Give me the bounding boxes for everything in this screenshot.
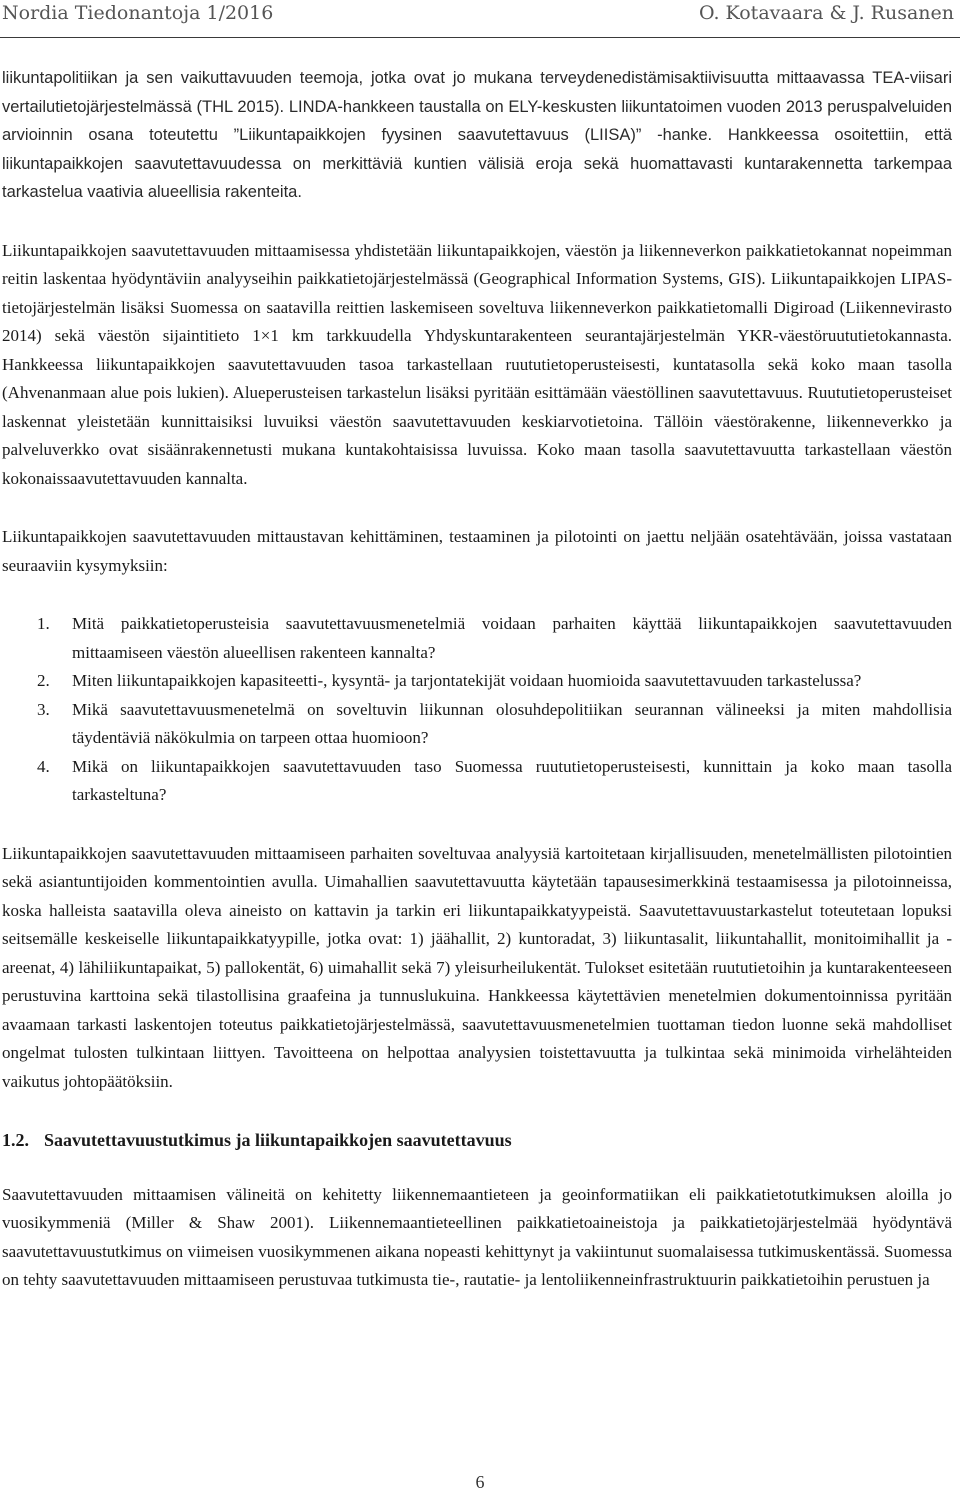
page-number: 6 [475, 1472, 485, 1492]
paragraph-subtasks: Liikuntapaikkojen saavutettavuuden mittaustavan kehittäminen, testaaminen ja pilotointi on jaettu neljään osatehtävään, joissa vastataan seuraaviin kysymyksiin: [2, 527, 952, 575]
journal-name: Nordia Tiedonantoja 1/2016 [2, 2, 274, 24]
list-item [2, 667, 952, 696]
document-body [2, 64, 952, 1295]
list-item-text: Mitä paikkatietoperusteisia saavutettavuusmenetelmiä voidaan parhaiten käyttää liikuntapaikkojen saavutettavuuden mittaamiseen väestön alueellisen rakenteen kannalta? [72, 614, 952, 662]
paragraph-measurement: Liikuntapaikkojen saavutettavuuden mittaamisessa yhdistetään liikuntapaikkojen, väestön ja liikenneverkon paikkatietokannat nopeimman reitin laskentaa hyödyntäviin analyyseihin paikkatietojärjestelmässä (Geographical Information Systems, GIS). Liikuntapaikkojen LIPAS-tietojärjestelmän lisäksi Suomessa on saatavilla reittien laskemiseen soveltuva liikenneverkon paikkatietomalli Digiroad (Liikennevirasto 2014) sekä väestön sijaintitieto 1×1 km tarkkuudella Yhdyskuntarakenteen seurantajärjestelmän YKR-väestöruututietokannasta. Hankkeessa liikuntapaikkojen saavutettavuuden tasoa tarkastellaan ruututietoperusteisesti, kuntatasolla sekä koko maan tasolla (Ahvenanmaan alue pois lukien). Alueperusteisen tarkastelun lisäksi pyritään esittämään väestöllinen saavutettavuus. Ruututietoperusteiset laskennat yleistetään kunnittaisiksi luvuiksi väestön saavutettavuuden keskiarvotietoina. Tällöin väestörakenne, liikenneverkko ja palveluverkko ovat sisäänrakennetusti mukana kuntakohtaisissa luvuissa. Koko maan tasolla saavutettavuutta tarkastellaan väestön kokonaissaavutettavuuden kannalta. [2, 240, 952, 488]
paragraph-methods: Liikuntapaikkojen saavutettavuuden mittaamiseen parhaiten soveltuvaa analyysiä kartoitetaan kirjallisuuden, menetelmällisten pilotointien sekä asiantuntijoiden kommentointien avulla. Uimahallien saavutettavuutta käytetään tapausesimerkkinä testaamisessa ja pilotoinneissa, koska halleista saatavilla oleva aineisto on kattavin ja tarkin eri liikuntapaikkatyypeistä. Saavutettavuustarkastelut toteutetaan lopuksi seitsemälle keskeiselle liikuntapaikkatyypille, jotka ovat: 1) jäähallit, 2) kuntoradat, 3) liikuntasalit, liikuntahallit, monitoimihallit ja -areenat, 4) lähiliikuntapaikat, 5) pallokentät, 6) uimahallit sekä 7) yleisurheilukentät. Tulokset esitetään ruututietoihin ja kuntarakenteeseen perustuvina karttoina sekä tilastollisina graafeina ja tunnuslukuina. Hankkeessa käytettävien menetelmien dokumentoinnissa pyritään avaamaan tarkasti laskentojen toteutus paikkatietojärjestelmässä, saavutettavuusmenetelmien tuottaman tiedon luonne sekä mahdolliset ongelmat tulosten tulkintaan liittyen. Tavoitteena on helpottaa analyysien toistettavuutta ja tulkintaa sekä minimoida virhelähteiden vaikutus johtopäätöksiin. [2, 843, 952, 1091]
authors: O. Kotavaara & J. Rusanen [699, 2, 954, 24]
list-item-text: Mikä on liikuntapaikkojen saavutettavuuden taso Suomessa ruututietoperusteisesti, kunnittain ja koko maan tasolla tarkasteltuna? [72, 756, 952, 804]
question-list [2, 610, 952, 810]
list-item [2, 610, 952, 667]
section-heading [2, 1126, 952, 1155]
section-number: 1.2. [2, 1130, 29, 1150]
list-item [2, 696, 952, 753]
list-item [2, 753, 952, 810]
list-item-number: 3. [37, 699, 50, 719]
list-item-number: 1. [37, 614, 50, 633]
section-title: Saavutettavuustutkimus ja liikuntapaikkojen saavutettavuus [44, 1130, 512, 1150]
page-header [0, 0, 960, 40]
list-item-number: 2. [37, 671, 50, 690]
paragraph-intro: liikuntapolitiikan ja sen vaikuttavuuden teemoja, jotka ovat jo mukana terveydenedistämisaktiivisuutta mittaavassa TEA-viisari vertailutietojärjestelmässä (THL 2015). LINDA-hankkeen taustalla on ELY-keskusten liikuntatoimen vuoden 2013 peruspalveluiden arvioinnin osana toteutettu ”Liikuntapaikkojen fyysinen saavutettavuus (LIISA)” -hanke. Hankkeessa osoitettiin, että liikuntapaikkojen saavutettavuudessa on merkittäviä kuntien välisiä eroja sekä huomattavasti kuntarakennetta tarkempaa tarkastelua vaativia alueellisia rakenteita. [2, 69, 952, 201]
list-item-text: Miten liikuntapaikkojen kapasiteetti-, kysyntä- ja tarjontatekijät voidaan huomioida saavutettavuuden tarkastelussa? [72, 671, 862, 690]
paragraph-accessibility-research: Saavutettavuuden mittaamisen välineitä on kehitetty liikennemaantieteen ja geoinformatiikan eli paikkatietotutkimuksen aloilla jo vuosikymmeniä (Miller & Shaw 2001). Liikennemaantieteellinen paikkatietoaineistoja ja paikkatietojärjestelmää hyödyntävä saavutettavuustutkimus on viimeisen vuosikymmenen aikana nopeasti kehittynyt ja vakiintunut suomalaisessa tutkimuskentässä. Suomessa on tehty saavutettavuuden mittaamiseen perustuvaa tutkimusta tie-, rautatie- ja lentoliikenneinfrastruktuurin paikkatietoihin perustuen ja [2, 1184, 952, 1289]
list-item-text: Mikä saavutettavuusmenetelmä on soveltuvin liikunnan olosuhdepolitiikan seurannan välineeksi ja miten mahdollisia täydentäviä näkökulmia on tarpeen ottaa huomioon? [72, 699, 952, 747]
list-item-number: 4. [37, 756, 50, 776]
header-divider [0, 37, 960, 38]
